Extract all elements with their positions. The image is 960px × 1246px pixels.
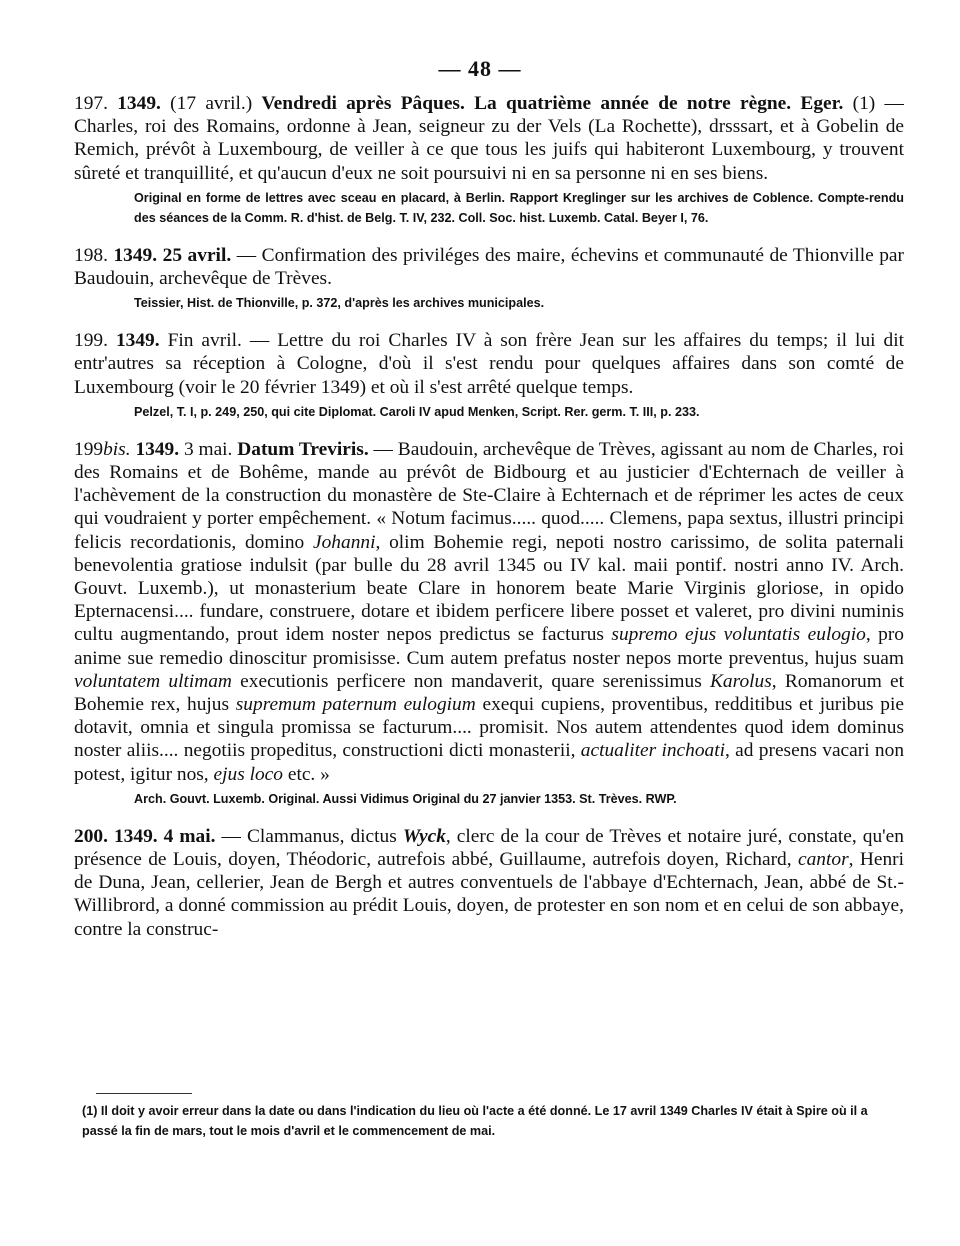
entry-body-italic: supremum paternum eulogium xyxy=(235,694,476,716)
entry-body-text: , olim Bohemie regi, nepoti nostro carissimo, de solita paternali benevolentia gratiose indulsit (par bulle du 28 avril 1345 ou IV kal. maii pontif. nostri anno IV. Arch. Gouvt. Luxemb.), ut monasterium beate Clare in honorem beate Marie Virginis gloriose, in opido Epternacensi.... fundare, construere, dotare et ibidem perficere libere posset et valeret, pro divini numinis cultu augmentando, prout idem noster nepos predictus se facturus xyxy=(74,531,905,646)
entry-body-text: exequi cupiens, proventibus, redditibus et juribus pie dotavit, omnia et singula promissa se facturum.... promisit. Nos autem attendentes quod idem dominus noster aliis.... negotiis propeditus, constructioni dicti monasterii, xyxy=(74,694,904,762)
entry-199 xyxy=(74,329,904,399)
entry-198 xyxy=(74,244,904,290)
entry-source: Teissier, Hist. de Thionville, p. 372, d'après les archives municipales. xyxy=(134,296,545,311)
entry-body-text: — Baudouin, archevêque de Trèves, agissant au nom de Charles, roi des Romains et de Bohême, mande au prévôt de Bidbourg et au justicier d'Echternach de veiller à l'achèvement de la construction du monastère de Ste-Claire à Echternach et de réprimer les actes de ceux qui voudraient y porter empêchement. « Notum facimus..... quod..... Clemens, papa sextus, illustri principi felicis recordationis, domino xyxy=(74,438,904,553)
entry-date: (17 avril.) xyxy=(170,93,253,114)
entry-year: 1349. xyxy=(113,825,158,847)
entry-body: (1) — Charles, roi des Romains, ordonne à Jean, seigneur zu der Vels (La Rochette), drsssart, et à Gobelin de Remich, prévôt à Luxembourg, de veiller à ce que tous les juifs qui habiteront Luxembourg, y trouvent sûreté et tranquillité, et qu'aucun d'eux ne soit poursuivi ni en sa personne ni en ses biens. xyxy=(74,93,904,184)
entry-number: 197. xyxy=(74,93,108,114)
entry-number: 200. xyxy=(74,825,108,847)
entry-year: 1349. xyxy=(135,438,180,460)
footnote: (1) Il doit y avoir erreur dans la date ou dans l'indication du lieu où l'acte a été donné. Le 17 avril 1349 Charles IV était à Spire où il a passé la fin de mars, tout le mois d'avril et le commencement de mai. xyxy=(82,1104,868,1138)
entry-body-text: , clerc de la cour de Trèves et notaire juré, constate, qu'en présence de Louis, doyen, Théodoric, autrefois abbé, Guillaume, autrefois doyen, Richard, xyxy=(74,825,904,871)
entry-year: 1349. xyxy=(113,244,158,266)
entry-body-italic: voluntatem ultimam xyxy=(74,670,232,692)
entry-number: 199 xyxy=(74,438,104,460)
entry-year: 1349. xyxy=(117,93,161,114)
entry-body-text: executionis perficere non mandaverit, quare serenissimus xyxy=(231,670,710,692)
entry-body-text: , Romanorum et Bohemie rex, hujus xyxy=(74,670,904,716)
entry-body-italic: Karolus xyxy=(709,670,772,692)
entry-body-italic: Wyck xyxy=(402,825,446,847)
entry-body: — Confirmation des priviléges des maire, échevins et communauté de Thionville par Baudouin, archevêque de Trèves. xyxy=(74,244,904,290)
entry-body-text: — Clammanus, dictus xyxy=(221,825,403,847)
entry-title: Datum Treviris. xyxy=(237,438,369,460)
entry-year: 1349. xyxy=(115,330,160,352)
entry-body-italic: cantor xyxy=(797,849,849,871)
page-number: — 48 — xyxy=(438,56,522,81)
entry-body-italic: supremo ejus voluntatis eulogio xyxy=(611,624,866,646)
page-body xyxy=(74,92,904,941)
entry-number: 199. xyxy=(74,330,108,352)
entry-number: 198. xyxy=(74,244,108,266)
entry-source: Original en forme de lettres avec sceau en placard, à Berlin. Rapport Kreglinger sur les archives de Coblence. Compte-rendu des séances de la Comm. R. d'hist. de Belg. T. IV, 232. Coll. Soc. hist. Luxemb. Catal. Beyer I, 76. xyxy=(134,190,904,225)
entry-number-suffix: bis. xyxy=(103,438,131,460)
entry-200 xyxy=(74,825,904,941)
entry-date: 25 avril. xyxy=(162,244,232,266)
entry-body-italic: actualiter inchoati xyxy=(580,740,726,762)
entry-source: Pelzel, T. I, p. 249, 250, qui cite Diplomat. Caroli IV apud Menken, Script. Rer. germ. T. III, p. 233. xyxy=(134,404,700,419)
entry-body-text: , pro anime sue remedio dinoscitur promisisse. Cum autem prefatus noster nepos morte preventus, hujus suam xyxy=(74,624,904,669)
entry-body-italic: Johanni xyxy=(313,531,376,553)
entry-date: Fin avril. xyxy=(167,330,242,352)
entry-197 xyxy=(74,92,904,185)
entry-body: — Lettre du roi Charles IV à son frère Jean sur les affaires du temps; il lui dit entr'autres sa réception à Cologne, d'où il s'est rendu pour quelques affaires dans son comté de Luxembourg (voir le 20 février 1349) et où il s'est arrêté quelque temps. xyxy=(74,330,904,398)
footnote-rule xyxy=(96,1093,192,1094)
entry-source: Arch. Gouvt. Luxemb. Original. Aussi Vidimus Original du 27 janvier 1353. St. Trèves. RWP. xyxy=(134,791,677,806)
entry-title: Vendredi après Pâques. La quatrième année de notre règne. Eger. xyxy=(261,93,844,114)
entry-199bis xyxy=(74,438,904,786)
entry-body-text: , Henri de Duna, Jean, cellerier, Jean de Bergh et autres conventuels de l'abbaye d'Echternach, Jean, abbé de St.-Willibrord, a donné commission au prédit Louis, doyen, de protester en son nom et en celui de son abbaye, contre la construc- xyxy=(74,849,904,940)
entry-date: 4 mai. xyxy=(163,825,216,847)
entry-date: 3 mai. xyxy=(183,438,233,460)
entry-body-italic: ejus loco xyxy=(213,763,283,785)
entry-body-text: etc. » xyxy=(282,763,330,785)
entry-body-text: , ad presens vacari non potest, igitur nos, xyxy=(74,740,905,785)
